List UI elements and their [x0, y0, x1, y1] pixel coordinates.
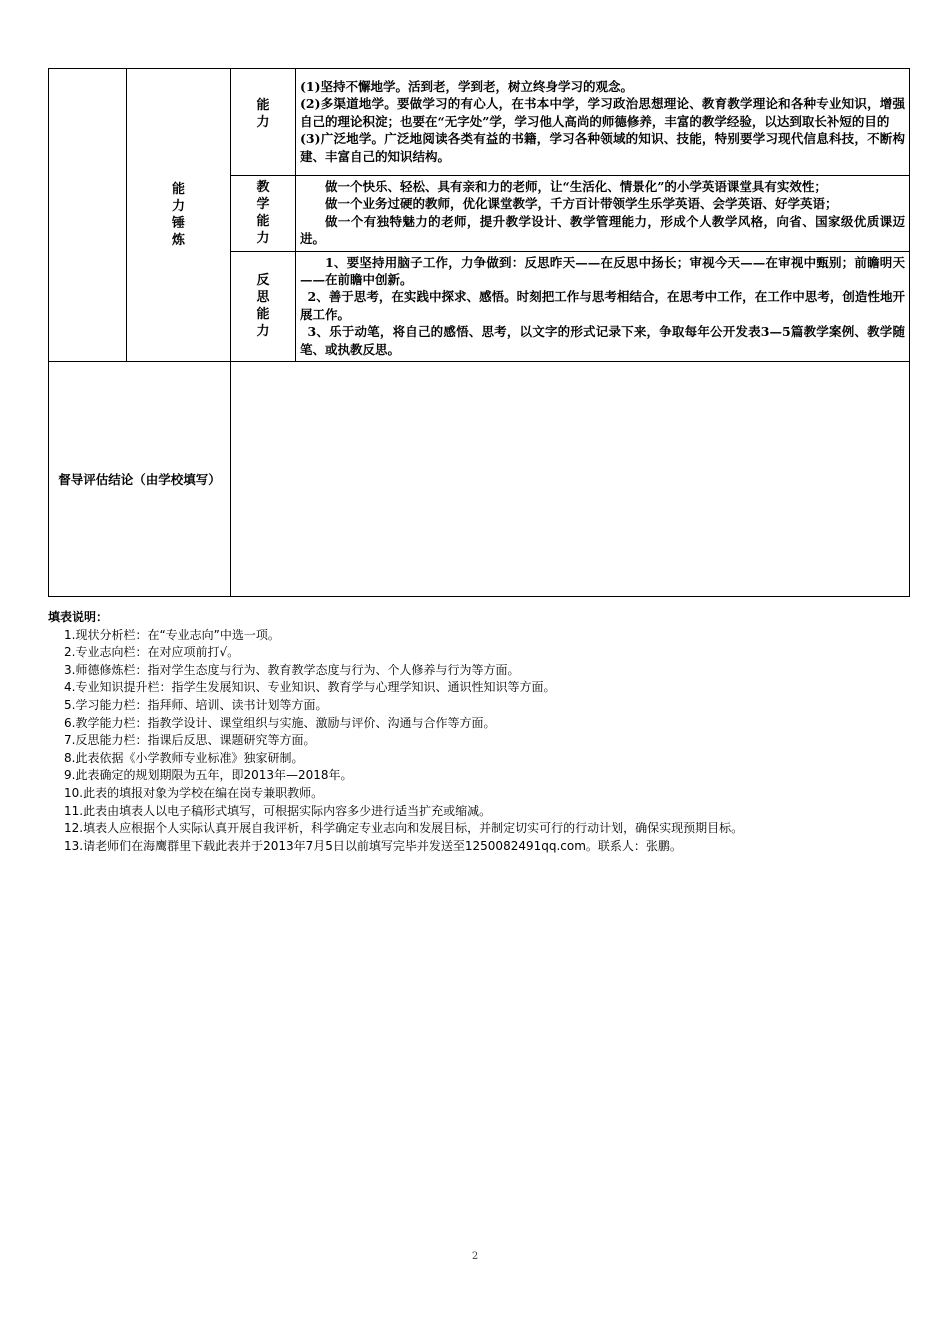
instruction-item: 13.请老师们在海鹰群里下载此表并于2013年7月5日以前填写完毕并发送至1250082491qq.com。联系人：张鹏。 [64, 838, 682, 853]
instruction-item: 2.专业志向栏：在对应项前打√。 [64, 645, 240, 660]
row-label-reflection-ability [231, 251, 296, 361]
instruction-item: 9.此表确定的规划期限为五年，即2013年—2018年。 [64, 768, 353, 783]
row-label-teaching-ability [231, 176, 296, 252]
paragraph: 2、善于思考，在实践中探求、感悟。时刻把工作与思考相结合，在思考中工作，在工作中思考，创造性地开展工作。 [300, 289, 905, 322]
instruction-item: 6.教学能力栏：指教学设计、课堂组织与实施、激励与评价、沟通与合作等方面。 [64, 715, 496, 730]
instruction-item: 12.填表人应根据个人实际认真开展自我评析，科学确定专业志向和发展目标，并制定切实可行的行动计划，确保实现预期目标。 [64, 821, 744, 836]
supervision-conclusion-label: 督导评估结论（由学校填写） [49, 362, 231, 597]
paragraph: (2)多渠道地学。要做学习的有心人，在书本中学，学习政治思想理论、教育教学理论和各种专业知识，增强自己的理论积淀；也要在“无字处”学，学习他人高尚的师德修养，丰富的教学经验，以达到取长补短的目的 [300, 96, 905, 129]
row-label-char: 能 [256, 98, 270, 113]
section-label-ability-training [127, 69, 231, 362]
instruction-item: 1.现状分析栏：在“专业志向”中选一项。 [64, 627, 280, 642]
instructions [48, 609, 918, 855]
supervision-conclusion-field[interactable] [231, 362, 910, 597]
section-label-char: 锤 [171, 216, 185, 232]
instruction-item: 4.专业知识提升栏：指学生发展知识、专业知识、教育学与心理学知识、通识性知识等方面。 [64, 680, 556, 695]
paragraph: 1、要坚持用脑子工作，力争做到：反思昨天——在反思中扬长；审视今天——在审视中甄别；前瞻明天——在前瞻中创新。 [300, 254, 905, 288]
row-label-char: 反 [256, 273, 270, 289]
section-label-char: 力 [171, 199, 185, 215]
teaching-ability-content [296, 176, 910, 252]
section-label-char: 能 [171, 182, 185, 198]
paragraph: 3、乐于动笔，将自己的感悟、思考，以文字的形式记录下来，争取每年公开发表3—5篇教学案例、教学随笔、或执教反思。 [300, 324, 905, 357]
paragraph: (1)坚持不懈地学。活到老，学到老，树立终身学习的观念。 [300, 78, 634, 94]
row-label-char: 能 [256, 307, 270, 323]
learning-ability-content [296, 69, 910, 176]
row-label-char: 力 [256, 324, 270, 340]
paragraph: 做一个有独特魅力的老师，提升教学设计、教学管理能力，形成个人教学风格，向省、国家级优质课迈进。 [300, 213, 905, 247]
instruction-item: 5.学习能力栏：指拜师、培训、读书计划等方面。 [64, 697, 328, 712]
instruction-item: 10.此表的填报对象为学校在编在岗专兼职教师。 [64, 785, 324, 800]
row-label-char: 能 [256, 214, 270, 230]
row-label-char: 学 [256, 197, 270, 213]
row-label-char: 教 [256, 180, 270, 196]
instruction-item: 3.师德修炼栏：指对学生态度与行为、教育教学态度与行为、个人修养与行为等方面。 [64, 662, 520, 677]
instruction-item: 11.此表由填表人以电子稿形式填写，可根据实际内容多少进行适当扩充或缩减。 [64, 803, 492, 818]
instruction-item: 8.此表依据《小学教师专业标准》独家研制。 [64, 750, 304, 765]
row-label-char: 力 [256, 231, 270, 247]
row-label-learning-ability [231, 69, 296, 176]
section-label-char: 炼 [171, 233, 185, 249]
row-label-char: 力 [256, 115, 270, 130]
instruction-item: 7.反思能力栏：指课后反思、课题研究等方面。 [64, 733, 316, 748]
reflection-ability-content [296, 251, 910, 361]
instructions-title: 填表说明： [48, 610, 109, 624]
paragraph: (3)广泛地学。广泛地阅读各类有益的书籍，学习各种领域的知识、技能，特别要学习现代信息科技，不断构建、丰富自己的知识结构。 [300, 131, 905, 164]
blank-left-cell [49, 69, 127, 362]
row-label-char: 思 [256, 290, 270, 306]
page-number: 2 [471, 1251, 479, 1262]
paragraph: 做一个快乐、轻松、具有亲和力的老师，让“生活化、情景化”的小学英语课堂具有实效性； [325, 179, 827, 194]
paragraph: 做一个业务过硬的教师，优化课堂教学，千方百计带领学生乐学英语、会学英语、好学英语； [325, 196, 838, 212]
plan-table [48, 68, 910, 597]
